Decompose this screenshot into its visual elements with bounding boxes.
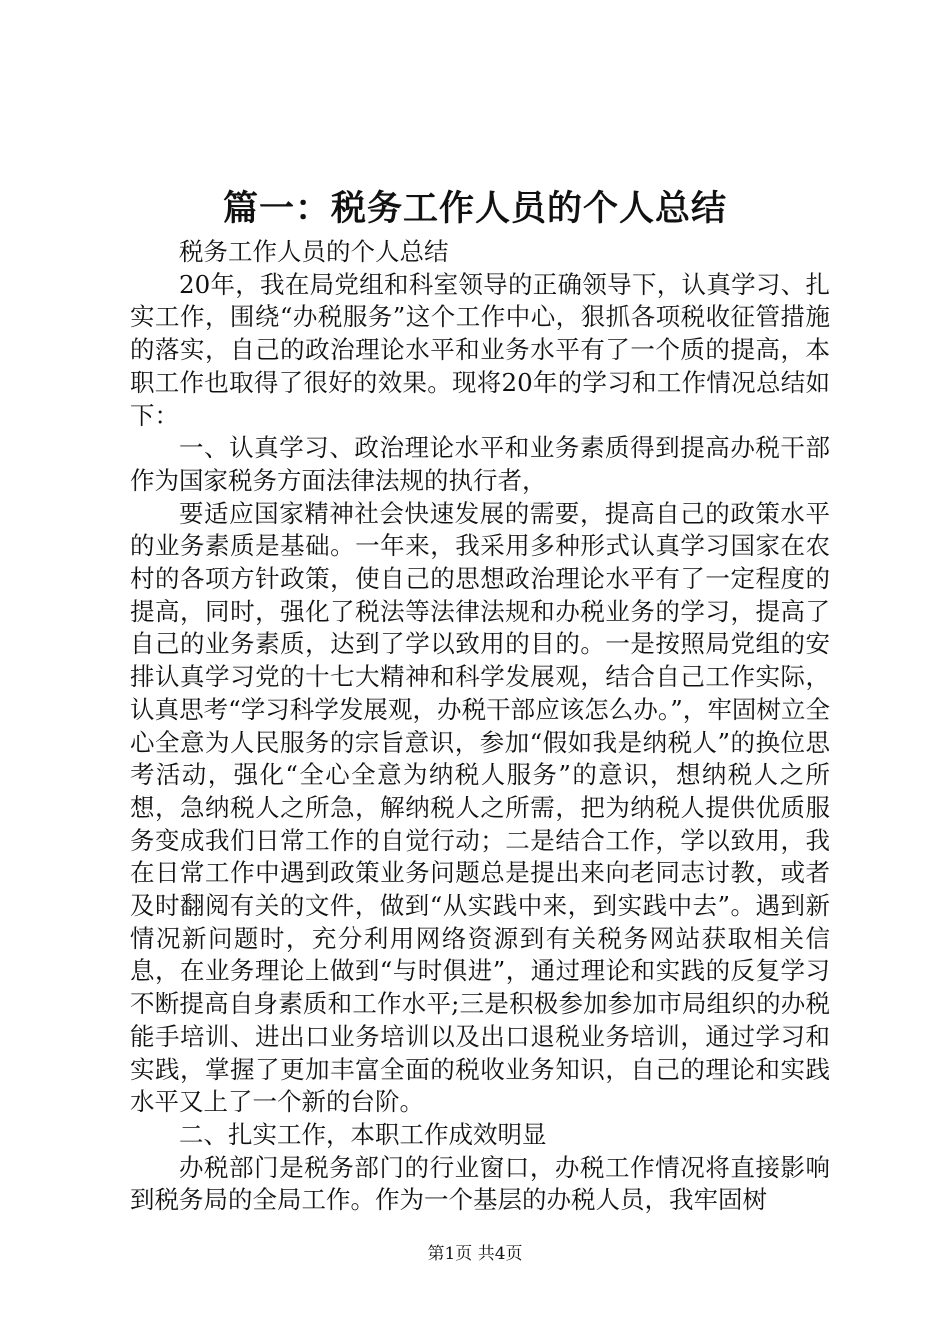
paragraph-subtitle: 税务工作人员的个人总结 — [179, 237, 449, 266]
paragraph-section-two-body: 办税部门是税务部门的行业窗口，办税工作情况将直接影响到税务局的全局工作。作为一个基层的办税人员，我牢固树 — [130, 1152, 830, 1215]
document-body — [130, 236, 830, 1217]
paragraph-section-two-heading: 二、扎实工作，本职工作成效明显 — [179, 1119, 547, 1149]
page-number-footer: 第1页 共4页 — [427, 1244, 523, 1264]
paragraph-intro: 20年，我在局党组和科室领导的正确领导下，认真学习、扎实工作，围绕“办税服务”这个工作中心，狠抓各项税收征管措施的落实，自己的政治理论水平和业务水平有了一个质的提高，本职工作也取得了很好的效果。现将20年的学习和工作情况总结如下： — [130, 269, 830, 430]
paragraph-section-one-heading: 一、认真学习、政治理论水平和业务素质得到提高办税干部作为国家税务方面法律法规的执行者， — [130, 433, 830, 495]
paragraph-section-one-body: 要适应国家精神社会快速发展的需要，提高自己的政策水平的业务素质是基础。一年来，我采用多种形式认真学习国家在农村的各项方针政策，使自己的思想政治理论水平有了一定程度的提高，同时，强化了税法等法律法规和办税业务的学习，提高了自己的业务素质，达到了学以致用的目的。一是按照局党组的安排认真学习党的十七大精神和科学发展观，结合自己工作实际，认真思考“学习科学发展观，办税干部应该怎么办。”，牢固树立全心全意为人民服务的宗旨意识，参加“假如我是纳税人”的换位思考活动，强化“全心全意为纳税人服务”的意识，想纳税人之所想，急纳税人之所急，解纳税人之所需，把为纳税人提供优质服务变成我们日常工作的自觉行动；二是结合工作，学以致用，我在日常工作中遇到政策业务问题总是提出来向老同志讨教，或者及时翻阅有关的文件，做到“从实践中来，到实践中去”。遇到新情况新问题时，充分利用网络资源到有关税务网站获取相关信息，在业务理论上做到“与时俱进”，通过理论和实践的反复学习不断提高自身素质和工作水平;三是积极参加参加市局组织的办税能手培训、进出口业务培训以及出口退税业务培训，通过学习和实践，掌握了更加丰富全面的税收业务知识，自己的理论和实践水平又上了一个新的台阶。 — [130, 498, 830, 1117]
document-title: 篇一：税务工作人员的个人总结 — [222, 188, 727, 229]
